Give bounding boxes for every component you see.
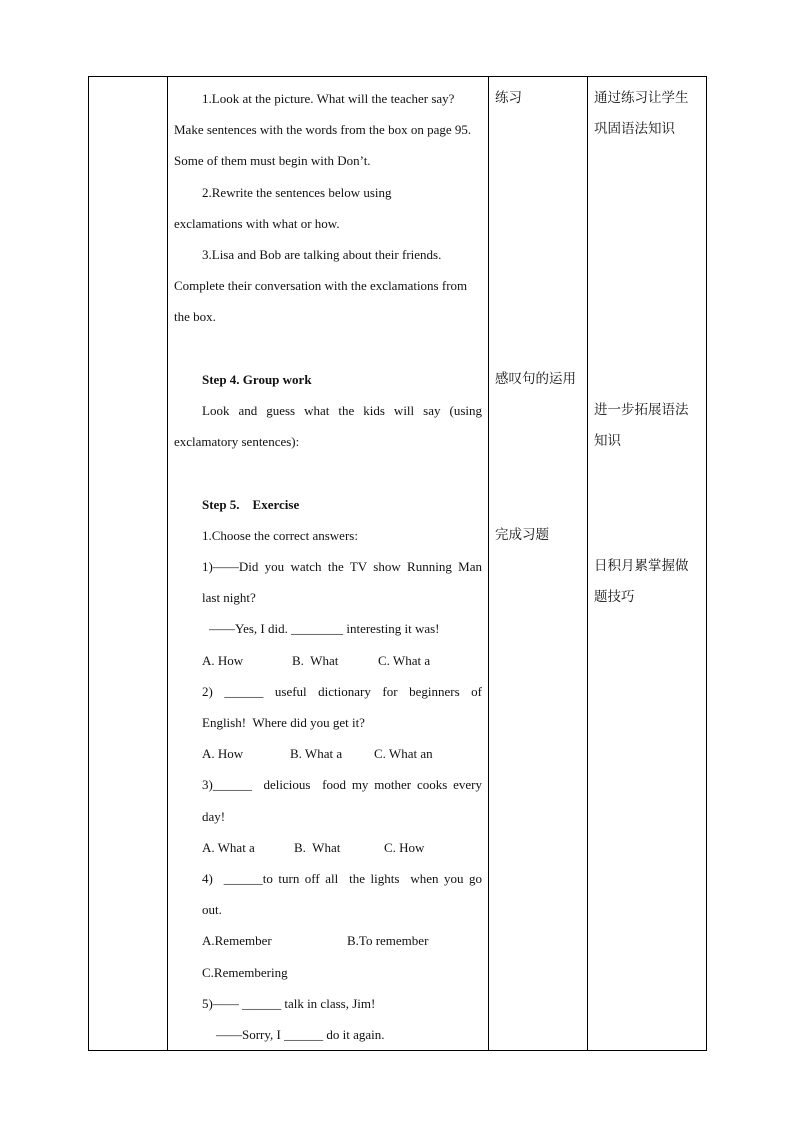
- q5-line2: ——Sorry, I ______ do it again.: [216, 1027, 385, 1043]
- step5-title: Step 5. Exercise: [202, 496, 300, 512]
- q1-line1: 1)——Did you watch the TV show Running Man: [202, 559, 482, 575]
- q4-option-b: B.To remember: [347, 933, 429, 949]
- q2-options: [174, 738, 482, 769]
- step4-text: Look and guess what the kids will say (using exclamatory sentences):: [174, 403, 482, 450]
- q1-options: [174, 645, 482, 676]
- content-cell: [168, 77, 489, 1051]
- purpose-cell: [588, 77, 707, 1051]
- q1-line2: last night?: [202, 590, 256, 606]
- practice-item-1: 1.Look at the picture. What will the teacher say? Make sentences with the words from the box on page 95. Some of them must begin with Don’t.: [174, 91, 472, 169]
- q2-option-a: A. How: [202, 746, 244, 762]
- activity-finish-exercises: 完成习题: [495, 526, 549, 543]
- q2-line2: English! Where did you get it?: [202, 715, 365, 731]
- q1-option-a: A. How: [202, 652, 244, 668]
- q1-line3: ——Yes, I did. ________ interesting it was!: [209, 621, 440, 637]
- activity-cell: [489, 77, 588, 1051]
- q2-line1: 2) ______ useful dictionary for beginners of: [202, 683, 482, 699]
- purpose-extend-grammar: 进一步拓展语法知识: [594, 402, 689, 450]
- activity-exclamation-usage: 感叹句的运用: [495, 370, 576, 387]
- q4-option-c: C.Remembering: [202, 964, 288, 980]
- practice-item-3: 3.Lisa and Bob are talking about their friends. Complete their conversation with the exclamations from the box.: [174, 247, 468, 325]
- q4-options: [174, 925, 482, 956]
- q1-option-b: B. What: [292, 652, 339, 668]
- q4-line2: out.: [202, 902, 222, 918]
- q3-options: [174, 832, 482, 863]
- q3-line1: 3)______ delicious food my mother cooks every: [202, 777, 482, 793]
- q3-option-c: C. How: [384, 839, 425, 855]
- step5-instruction: 1.Choose the correct answers:: [202, 527, 358, 543]
- q4-option-a: A.Remember: [202, 933, 272, 949]
- stage-cell: [89, 77, 168, 1051]
- practice-item-2b: exclamations with what or how.: [174, 215, 340, 231]
- q3-line2: day!: [202, 808, 226, 824]
- q4-line1: 4) ______to turn off all the lights when you go: [202, 871, 482, 887]
- q1-option-c: C. What a: [378, 652, 431, 668]
- lesson-table: [88, 76, 707, 1051]
- purpose-exercise-skills: 日积月累掌握做题技巧: [594, 558, 689, 606]
- q3-option-b: B. What: [294, 839, 341, 855]
- q5-line1: 5)—— ______ talk in class, Jim!: [202, 995, 376, 1011]
- q3-option-a: A. What a: [202, 839, 255, 855]
- step4-title: Step 4. Group work: [202, 371, 312, 387]
- q2-option-c: C. What an: [374, 746, 433, 762]
- activity-practice: 练习: [495, 90, 522, 106]
- practice-item-2a: 2.Rewrite the sentences below using: [202, 184, 392, 200]
- purpose-consolidate-grammar: 通过练习让学生巩固语法知识: [594, 90, 689, 138]
- q2-option-b: B. What a: [290, 746, 343, 762]
